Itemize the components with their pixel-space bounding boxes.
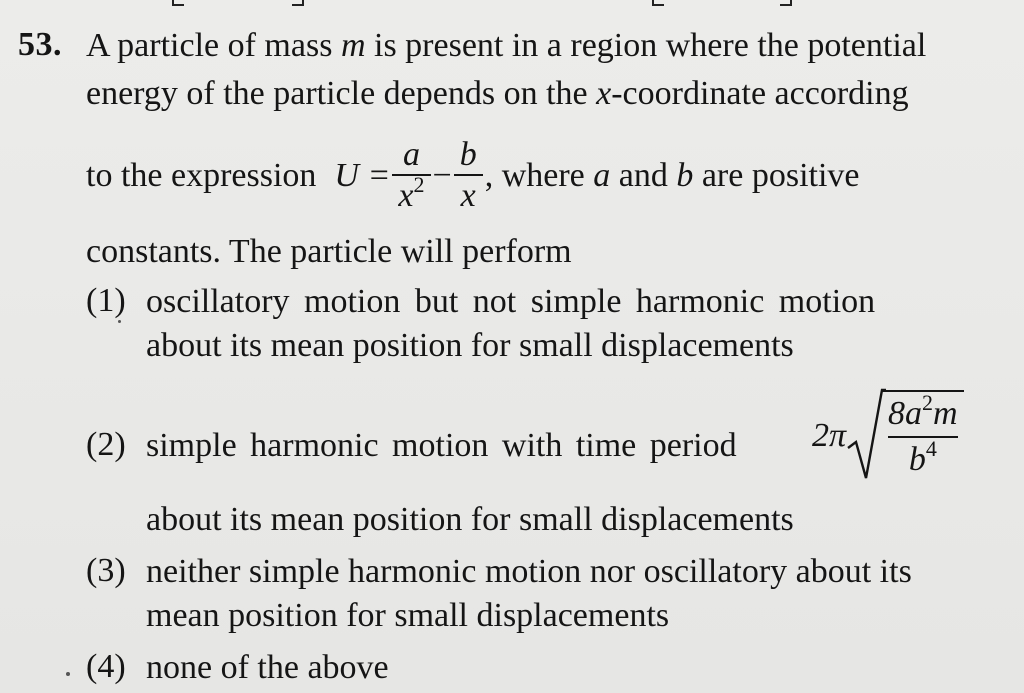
- option-3-line-2: mean position for small displacements: [146, 597, 670, 634]
- radical-sign-icon: [846, 386, 886, 486]
- question-stem-line-3: [86, 136, 986, 216]
- option-4-line-1: none of the above: [146, 649, 389, 686]
- term1-exponent: 2: [413, 172, 425, 197]
- top-cropped-marks: [0, 0, 1024, 8]
- term1-numerator: a: [402, 136, 420, 173]
- scan-speck: [118, 320, 121, 323]
- radicand-denominator: b: [908, 441, 926, 478]
- radicand-numerator-exponent: 2: [922, 390, 934, 415]
- question-stem-line-1: [86, 26, 982, 66]
- radicand-numerator: 8a: [888, 395, 923, 432]
- option-3-line-1: neither simple harmonic motion nor oscillatory about its: [146, 553, 912, 590]
- stem-text-2: energy of the particle depends on the x-coordinate according: [86, 75, 909, 112]
- stem-text-3-pre: to the expression: [86, 157, 317, 194]
- term1-denominator: x: [398, 177, 414, 214]
- option-2-line-1: simple harmonic motion with time period: [146, 427, 737, 464]
- option-2-label: (2): [86, 426, 126, 463]
- option-1-label: (1): [86, 282, 126, 319]
- formula-term1: [392, 136, 430, 216]
- radicand-denominator-exponent: 4: [925, 436, 937, 461]
- question-number: 53.: [18, 26, 62, 63]
- time-period-formula: [812, 386, 964, 486]
- radicand: [882, 390, 964, 482]
- option-4-label: (4): [86, 648, 126, 685]
- scan-speck: [66, 672, 70, 676]
- stem-text-1a: A particle of mass m is present in a region where the potential: [86, 27, 927, 64]
- stem-text-3-post: , where a and b are positive: [484, 157, 860, 194]
- potential-formula: [334, 136, 484, 216]
- option-1-line-2: about its mean position for small displacements: [146, 327, 794, 364]
- question-stem-line-2: [86, 74, 982, 114]
- term2-numerator: b: [459, 136, 477, 173]
- period-prefix: 2π: [812, 417, 847, 454]
- option-1-line-1: oscillatory motion but not simple harmonic motion: [146, 283, 876, 320]
- square-root: [846, 386, 964, 486]
- formula-lhs: U =: [334, 157, 391, 194]
- option-3-label: (3): [86, 552, 126, 589]
- term2-denominator: x: [460, 177, 476, 214]
- formula-term2: [454, 136, 483, 216]
- option-2-line-2: about its mean position for small displacements: [146, 501, 794, 538]
- question-stem-line-4: constants. The particle will perform: [86, 233, 572, 270]
- radicand-numerator-tail: m: [933, 395, 958, 432]
- formula-minus: −: [432, 157, 452, 194]
